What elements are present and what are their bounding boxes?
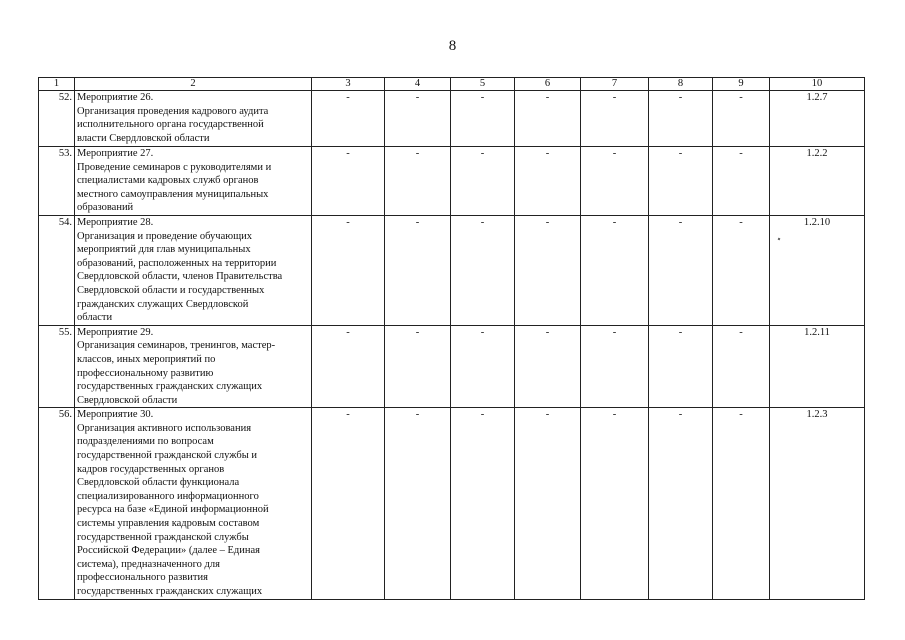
- column-header: 5: [451, 78, 515, 91]
- value-cell: -: [515, 147, 581, 216]
- column-header: 8: [649, 78, 713, 91]
- value-cell: -: [385, 215, 451, 325]
- value-cell: -: [713, 91, 770, 147]
- activity-description: [75, 215, 312, 325]
- activity-line: местного самоуправления муниципальных: [77, 188, 269, 200]
- target-code: 1.2.11: [770, 325, 865, 408]
- column-header: 1: [39, 78, 75, 91]
- activity-description: [75, 91, 312, 147]
- row-number: 52.: [39, 91, 75, 147]
- header-row: [39, 78, 865, 91]
- activity-line: государственных гражданских служащих: [77, 586, 263, 597]
- activity-description: [75, 147, 312, 216]
- activity-line: Организация семинаров, тренингов, мастер-: [77, 340, 276, 352]
- value-cell: -: [515, 91, 581, 147]
- row-number: 54.: [39, 215, 75, 325]
- activity-line: Российской Федерации» (далее – Единая: [77, 545, 260, 557]
- value-cell: -: [451, 408, 515, 599]
- activity-line: мероприятий для глав муниципальных: [77, 244, 251, 256]
- value-cell: -: [649, 91, 713, 147]
- value-cell: -: [713, 215, 770, 325]
- activity-line: области: [77, 312, 113, 324]
- table-row: [39, 91, 865, 147]
- value-cell: -: [713, 408, 770, 599]
- value-cell: -: [312, 408, 385, 599]
- page-number: 8: [448, 38, 457, 54]
- column-header: 7: [581, 78, 649, 91]
- activity-line: Организация проведения кадрового аудита: [77, 105, 269, 117]
- value-cell: -: [312, 147, 385, 216]
- value-cell: -: [385, 91, 451, 147]
- value-cell: -: [385, 408, 451, 599]
- value-cell: -: [713, 325, 770, 408]
- table-row: [39, 408, 865, 599]
- activity-line: Мероприятие 29.: [77, 326, 154, 338]
- activity-line: Свердловской области, членов Правительства: [77, 271, 283, 283]
- activity-line: Проведение семинаров с руководителями и: [77, 161, 272, 173]
- activity-line: Мероприятие 28.: [77, 216, 154, 228]
- value-cell: -: [451, 147, 515, 216]
- program-activities-table: [38, 77, 865, 600]
- activity-line: специализированного информационного: [77, 490, 259, 502]
- activity-line: Свердловской области функционала: [77, 477, 240, 489]
- column-header: 9: [713, 78, 770, 91]
- activity-line: государственной гражданской службы и: [77, 450, 258, 462]
- activity-line: система), предназначенного для: [77, 558, 220, 570]
- value-cell: -: [385, 147, 451, 216]
- activity-line: кадров государственных органов: [77, 463, 225, 475]
- column-header: 2: [75, 78, 312, 91]
- target-code: 1.2.7: [770, 91, 865, 147]
- value-cell: -: [451, 215, 515, 325]
- activity-line: профессиональному развитию: [77, 367, 214, 379]
- value-cell: -: [451, 91, 515, 147]
- activity-line: подразделениями по вопросам: [77, 436, 214, 448]
- value-cell: -: [581, 215, 649, 325]
- value-cell: -: [515, 215, 581, 325]
- row-number: 53.: [39, 147, 75, 216]
- activity-line: системы управления кадровым составом: [77, 518, 260, 530]
- value-cell: -: [312, 91, 385, 147]
- activity-line: Организация активного использования: [77, 422, 252, 434]
- activity-line: ресурса на базе «Единой информационной: [77, 504, 269, 516]
- value-cell: -: [649, 147, 713, 216]
- value-cell: -: [581, 91, 649, 147]
- column-header: 6: [515, 78, 581, 91]
- value-cell: -: [312, 325, 385, 408]
- value-cell: -: [649, 215, 713, 325]
- row-number: 56.: [39, 408, 75, 599]
- activity-line: Свердловской области: [77, 394, 178, 406]
- row-number: 55.: [39, 325, 75, 408]
- target-code: 1.2.2: [770, 147, 865, 216]
- activity-description: [75, 408, 312, 599]
- target-code: 1.2.10: [770, 215, 865, 325]
- value-cell: -: [385, 325, 451, 408]
- column-header: 3: [312, 78, 385, 91]
- activity-line: государственных гражданских служащих: [77, 381, 263, 393]
- activity-line: Свердловской области и государственных: [77, 284, 265, 296]
- target-code: 1.2.3: [770, 408, 865, 599]
- column-header: 4: [385, 78, 451, 91]
- column-header: 10: [770, 78, 865, 91]
- activity-line: гражданских служащих Свердловской: [77, 298, 249, 310]
- table-row: [39, 147, 865, 216]
- value-cell: -: [581, 325, 649, 408]
- activity-line: Мероприятие 30.: [77, 409, 154, 421]
- table-row: [39, 215, 865, 325]
- value-cell: -: [713, 147, 770, 216]
- activity-line: Мероприятие 27.: [77, 148, 154, 159]
- activity-line: образований: [77, 202, 134, 214]
- activity-line: власти Свердловской области: [77, 132, 210, 144]
- activity-line: государственной гражданской службы: [77, 531, 249, 543]
- activity-description: [75, 325, 312, 408]
- value-cell: -: [581, 408, 649, 599]
- value-cell: -: [649, 408, 713, 599]
- activity-line: Мероприятие 26.: [77, 92, 154, 103]
- activity-line: Организация и проведение обучающих: [77, 230, 253, 242]
- activity-line: образований, расположенных на территории: [77, 257, 277, 269]
- activity-line: специалистами кадровых служб органов: [77, 175, 259, 187]
- value-cell: -: [515, 325, 581, 408]
- activity-line: профессионального развития: [77, 572, 208, 584]
- value-cell: -: [451, 325, 515, 408]
- activity-line: классов, иных мероприятий по: [77, 353, 216, 365]
- table-row: [39, 325, 865, 408]
- value-cell: -: [581, 147, 649, 216]
- activity-line: исполнительного органа государственной: [77, 119, 264, 131]
- value-cell: -: [649, 325, 713, 408]
- value-cell: -: [312, 215, 385, 325]
- value-cell: -: [515, 408, 581, 599]
